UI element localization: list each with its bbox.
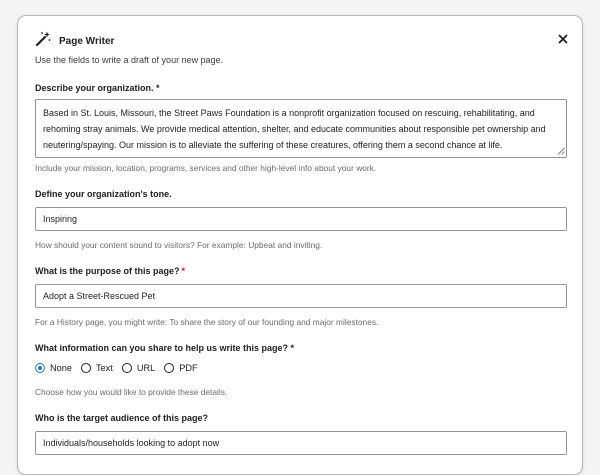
audience-input[interactable] <box>35 431 567 455</box>
tone-label: Define your organization's tone. <box>35 189 172 199</box>
tone-help: How should your content sound to visitors? For example: Upbeat and inviting. <box>35 240 323 250</box>
magic-wand-icon <box>34 30 52 48</box>
radio-pdf-indicator[interactable] <box>164 363 174 373</box>
required-mark: * <box>181 266 186 276</box>
purpose-label: What is the purpose of this page? <box>35 266 180 276</box>
radio-none-label[interactable]: None <box>50 363 72 373</box>
radio-text-indicator[interactable] <box>81 363 91 373</box>
radio-pdf[interactable] <box>164 363 197 373</box>
dialog-intro: Use the fields to write a draft of your new page. <box>35 55 224 65</box>
close-icon[interactable] <box>556 32 570 46</box>
radio-url-indicator[interactable] <box>122 363 132 373</box>
page-writer-dialog <box>17 15 583 475</box>
tone-input[interactable] <box>35 207 567 231</box>
radio-text[interactable] <box>81 363 113 373</box>
organization-textarea[interactable] <box>35 99 567 158</box>
radio-pdf-label[interactable]: PDF <box>179 363 198 373</box>
radio-url[interactable] <box>122 363 155 373</box>
information-radio-group <box>35 361 207 375</box>
dialog-title: Page Writer <box>59 36 115 47</box>
radio-none-indicator[interactable] <box>35 363 45 373</box>
radio-url-label[interactable]: URL <box>136 363 156 373</box>
information-help: Choose how you would like to provide these details. <box>35 387 228 397</box>
purpose-help: For a History page, you might write: To share the story of our founding and major milestones. <box>35 317 379 327</box>
radio-text-label[interactable]: Text <box>95 363 113 373</box>
organization-label: Describe your organization. * <box>35 83 160 93</box>
purpose-input[interactable] <box>35 284 567 308</box>
audience-label: Who is the target audience of this page? <box>35 413 209 423</box>
organization-help: Include your mission, location, programs, services and other high-level info about your work. <box>35 163 377 173</box>
purpose-label-row <box>35 266 185 276</box>
radio-none[interactable] <box>35 363 72 373</box>
information-label: What information can you share to help us write this page? * <box>35 343 295 353</box>
resize-handle-icon[interactable] <box>557 147 565 155</box>
